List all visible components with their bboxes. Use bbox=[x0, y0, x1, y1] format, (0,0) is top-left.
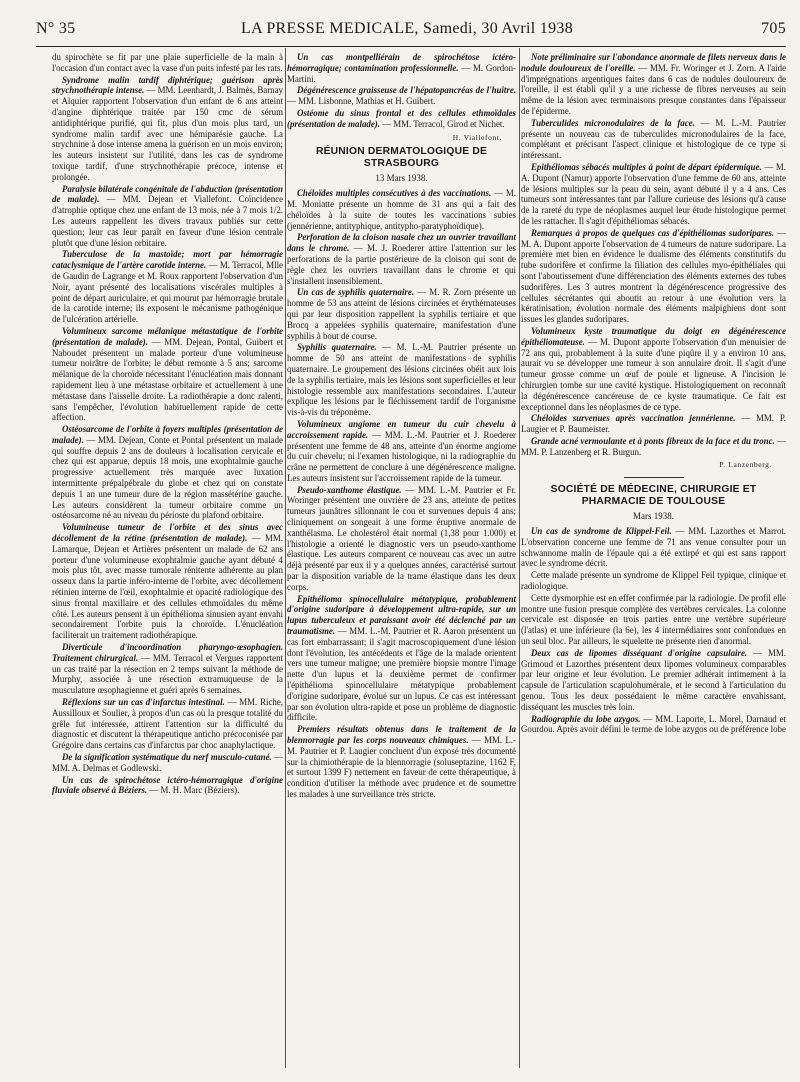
paragraph: Cette malade présente un syndrome de Klippel Feil typique, clinique et radiologique. bbox=[521, 570, 786, 592]
entry-text: — MM. Riche, Aussilloux et Soulier, à propos d'un cas où la presque totalité du grêle fut intéressée, attirent l'attention sur la difficulté du diagnostic et discutent la thérapeutique anticho précoconisée par Grégoire dans certains cas d'infarctus par choc anaphylactique. bbox=[52, 697, 283, 751]
issue-number: N° 35 bbox=[36, 20, 76, 37]
entry-title: Syphilis quaternaire. bbox=[297, 342, 377, 353]
entry-text: — M. Gordon-Martini. bbox=[287, 62, 516, 84]
entry bbox=[287, 594, 516, 724]
entry-title: Chéloïdes survenues après vaccination jennérienne. bbox=[531, 413, 736, 424]
entry bbox=[521, 52, 786, 117]
entry bbox=[52, 184, 283, 249]
entry-text: — M. H. Marc (Béziers). bbox=[147, 785, 240, 796]
entry-title: Volumineux kyste traumatique du doigt en dégénérescence épithéliomateuse. bbox=[521, 325, 786, 347]
entry-text: — MM. Terracol, Girod et Nichet. bbox=[379, 118, 505, 129]
entry bbox=[287, 108, 516, 130]
entry bbox=[287, 232, 516, 286]
entry-title: Premiers résultats obtenus dans le traitement de la blennorragie par les corps nouveaux chimiques. bbox=[287, 724, 516, 746]
entry-text: — M. M. Moniatte présente un homme de 31 ans qui a fait des chéloïdes à la suite de toutes les vaccinations subies (jennérienne, antityphique, antitypho-paratyphoïdique). bbox=[287, 188, 516, 231]
entry bbox=[287, 419, 516, 484]
signature: P. Lanzenberg. bbox=[719, 460, 772, 470]
entry-title: Paralysie bilatérale congénitale de l'abduction (présentation de malade). bbox=[52, 183, 283, 205]
entry-title: Tuberculose de la mastoïde; mort par hémorragie cataclysmique de l'artère carotide interne. bbox=[52, 249, 283, 271]
entry-title: Epithéliomas sébacés multiples à point de départ épidermique. bbox=[531, 161, 762, 172]
entry-text: — MM. Leenhardt, J. Balmès, Barnay et Alquier rapportent l'observation d'un enfant de 6 ans atteint d'angine diphtérique traitée par 150 cmc de sérum antidiphtérique purifié, qui fit, plus d'un mois plus tard, un syndrome malin tardif avec une hémiparésie gauche. La strychnine à dose intense amena la guérison en un mois environ; les auteurs insistent sur l'utilité, dans les cas de syndrome toxique tardif, d'une strychnothérapie précoce, intense et prolongée. bbox=[52, 85, 283, 182]
entry-text: — M. Terracol, Mlle de Gaudin de Lagrange et M. Roux rapportent l'observation d'un Noir, ayant présenté des localisations viscérales multiples à point de départ auriculaire, et qui mourut par hémorragie brutale de la carotide interne; ils exposent le mécanisme pathogénique de l'ulcération artérielle. bbox=[52, 260, 283, 325]
entry bbox=[52, 697, 283, 751]
entry-title: Note préliminaire sur l'abondance anormale de filets nerveux dans le nodule douloureux de l'oreille. bbox=[521, 52, 786, 73]
entry-text: — MM. Lisbonne, Mathias et H. Guibert. bbox=[287, 96, 436, 107]
society-heading: SOCIÉTÉ DE MÉDECINE, CHIRURGIE ET PHARMACIE DE TOULOUSE bbox=[550, 484, 757, 508]
society-heading: RÉUNION DERMATOLOGIQUE DE STRASBOURG bbox=[315, 146, 488, 170]
entry bbox=[521, 526, 786, 569]
entry-text: — M. A. Dupont apporte l'observation de 4 tumeurs de nature sudoripare. La première met bien en évidence le dualisme des éléments constitutifs du tube sudorifère et confirme la filiation des cellules myo-épithéliales qui sont l'aboutissement d'une différenciation des éléments externes des tubes sudorifères. Les 3 autres montrent la dégénérescence progressive des cellules sécrétantes qui aboutit au retour à une évolution vers la kératinisation, évolution normale des éléments malpighiens dont sont issues les glandes sudoripares. bbox=[521, 227, 786, 325]
entry-text: — MM. Dejean, Pontal, Guibert et Naboudet présentent un malade porteur d'une volumineuse tumeur noirâtre de l'orbite; le début remonte à 5 ans; sarcome mélanique de la choroïde nécessitant l'énucléation mais donnant rapidement lieu à une métastase orbitaire et actuellement à une métastase dans l'aisselle droite. La radiothérapie a donc ralenti, sans l'empêcher, l'évolution habituellement rapide de cette affection. bbox=[52, 336, 283, 423]
entry-title: Tuberculides micronodulaires de la face. bbox=[531, 117, 695, 128]
signature: H. Viallefont. bbox=[452, 132, 502, 142]
entry bbox=[521, 118, 786, 161]
entry-title: Un cas de spirochétose ictéro-hémorragique d'origine fluviale observé à Béziers. bbox=[52, 774, 283, 796]
entry bbox=[521, 162, 786, 227]
entry-text: — MM. Lamarque, Dejean et Artières présentent un malade de 62 ans porteur d'une volumineuse exophtalmie gauche ayant débuté 4 mois plus tôt, avec masse tumorale rénitente adhérente au plan osseux dans la partie inféro-interne de l'orbite, avec décollement rétinien interne de l'œil, exophtalmie et opacité radiologique des sinus frontal maxillaire et des cellules ethmoïdales du même côté. Les auteurs pensent à un épithélioma sinusien ayant envahi secondairement l'orbite puis la choroïde. L'énucléation faciliterait un traitement radiothérapique. bbox=[52, 533, 283, 641]
entry-title: Volumineux angiome en tumeur du cuir chevelu à accroissement rapide. bbox=[287, 418, 516, 440]
entry-title: Epithélioma spinocellulaire métatypique, probablement d'origine sudoripare à développement ultra-rapide, sur un lupus tuberculeux et paraissant avoir été déclenché par un traumatisme. bbox=[287, 593, 516, 637]
entry bbox=[52, 752, 283, 774]
meeting-date: 13 Mars 1938. bbox=[375, 173, 428, 184]
paragraph: du spirochète se fit par une plaie superficielle de la main à l'occasion d'un contact avec la vase d'un puits infesté par les rats. bbox=[52, 52, 283, 73]
entry-text: — MM. Fr. Woringer et J. Zorn. A l'aide d'imprégnations argentiques faites dans 6 cas de nodules douloureux de l'oreille, il est établi qu'il y a une richesse de fibres nerveuses au sein même de la lésion avec terminaisons presque constantes dans l'épaisseur de l'épiderme. bbox=[521, 62, 786, 116]
header-rule bbox=[36, 46, 786, 47]
entry-title: Volumineux sarcome mélanique métastatique de l'orbite (présentation de malade). bbox=[52, 325, 283, 347]
entry-text: — MM. P. Lanzenberg et R. Burgun. bbox=[521, 435, 786, 457]
entry bbox=[287, 724, 516, 800]
entry-text: — MM. L.-M. Pautrier et J. Roederer présentent une femme de 48 ans, atteinte d'un énorme angiome du cuir chevelu; ni l'examen histologique, ni la radiographie du crâne ne permettent de conclure à une dégénérescence maligne. Les auteurs insistent sur l'accroissement rapide de la tumeur. bbox=[287, 429, 516, 483]
entry bbox=[287, 85, 516, 107]
entry bbox=[52, 249, 283, 325]
entry bbox=[287, 485, 516, 593]
entry-title: Radiographie du lobe azygos. bbox=[531, 713, 641, 724]
entry bbox=[52, 775, 283, 797]
entry bbox=[521, 648, 786, 713]
entry bbox=[287, 287, 516, 341]
entry bbox=[287, 52, 516, 84]
meeting-date: Mars 1938. bbox=[633, 511, 674, 522]
journal-title: LA PRESSE MEDICALE, Samedi, 30 Avril 1938 bbox=[241, 20, 574, 37]
entry bbox=[52, 522, 283, 641]
entry-title: Ostéosarcome de l'orbite à foyers multiples (présentation de malade). bbox=[52, 424, 283, 445]
paragraph: Cette dysmorphie est en effet confirmée par la radiologie. De profil elle montre une fusion presque complète des vertèbres cervicales. La colonne cervicale est disposée en trois parties entre une vertèbre supérieure (l'atlas) et une inférieure (la 6e), les 4 intermédiaires sont confondues en un seul bloc. Par ailleurs, le squelette ne présente rien d'anormal. bbox=[521, 592, 786, 647]
entry-title: Diverticule d'incoordination pharyngo-œsophagien. Traitement chirurgical. bbox=[52, 642, 283, 663]
entry-title: Pseudo-xanthome élastique. bbox=[297, 484, 402, 495]
entry bbox=[287, 342, 516, 418]
column-3 bbox=[521, 52, 786, 1074]
column-2 bbox=[287, 52, 516, 1074]
entry-text: — M. L.-M. Pautrier présente un homme de 50 ans atteint de manifestations de syphilis quaternaire. Le groupement des lésions circinées obéit aux lois de la syphilis tertiaire, mais les lésions sont superficielles et leur histologie ressemble aux manifestations secondaires. L'auteur explique les lésions par le fléchissement tardif de l'organisme vis-à-vis du tréponème. bbox=[287, 342, 516, 418]
entry bbox=[52, 326, 283, 423]
entry bbox=[52, 75, 283, 183]
entry-title: Un cas de syphilis quaternaire. bbox=[297, 287, 415, 298]
entry-title: Remarques à propos de quelques cas d'épithéliomas sudoripares. bbox=[531, 227, 775, 238]
page-number: 705 bbox=[761, 20, 786, 37]
entry-text: — MM. Laporte, L. Morel, Darnaud et Gourdou. Après avoir défini le terme de lobe azygos ou de préférence lobe bbox=[521, 713, 786, 735]
entry-text: — MM. Terracol et Vergues rapportent un cas traité par la résection en 2 temps suivant la méthode de Murphy, associée à une résection extramuqueuse de la musculature œsophagienne et guéri après 6 semaines. bbox=[52, 652, 283, 696]
entry-title: Dégénérescence graisseuse de l'hépatopancréas de l'huître. bbox=[297, 85, 516, 96]
entry-title: Syndrome malin tardif diphtérique; guérison après strychnothérapie intense. bbox=[52, 74, 283, 96]
entry-text: — MM. Grimoud et Lazorthes présentent deux lipomes volumineux comparables par leur origine et leur évolution. Le premier adhérait intimement à la capsule de l'articulation scapulohumérale, et le second à l'articulation du genou. Tous les deux possédaient le même caractère envahissant, disséquant les muscles très loin. bbox=[521, 647, 786, 712]
column-divider bbox=[519, 48, 520, 1068]
entry-title: Deux cas de lipomes disséquant d'origine capsulaire. bbox=[531, 647, 748, 658]
entry-title: Un cas de syndrome de Klippel-Feil. bbox=[531, 526, 672, 537]
entry-text: — MM. Dejean et Viallefont. Coïncidence d'atrophie optique chez une enfant de 13 mois, née à 7 mois 1/2. Les auteurs rappellent les divers travaux publiés sur cette question; leur cas leur paraît en faveur d'une lésion centrale plutôt que d'une lésion orbitaire. bbox=[52, 194, 283, 248]
entry-text: — MM. Dejean, Conte et Pontal présentent un malade qui souffre depuis 2 ans de douleurs à localisation cervicale et chez qui est apparue, depuis 18 mois, une exophtalmie gauche progressive actuellement très marquée avec luxation intermittente prépalpébrale du globe et chez qui on constate depuis 1 an une tumeur dure de la région massétérine gauche. Les auteurs considèrent la tumeur orbitaire comme un ostéosarcome né au niveau du périoste du plafond orbitaire. bbox=[52, 434, 283, 521]
entry-text: — MM. L.-M. Pautrier et Fr. Woringer présentent une ouvrière de 23 ans, atteinte de petites tumeurs jaunâtres sillonnant le cou et survenues depuis 4 ans; cliniquement on songeait à une forme éruptive anormale de xanthélasma. Le cholestérol était normal (1,38 pour 1.000) et l'histologie a orienté le diagnostic vers un pseudo-xanthome élastique. Les auteurs comparent ce nouveau cas avec un autre déjà présenté par eux il y a quelques années, caractérisé surtout par la disposition variable de la trame élastique dans les deux corps. bbox=[287, 484, 516, 592]
entry-text: — M. L.-M. Pautrier présente un nouveau cas de tuberculides micronodulaires de la face, complétant et précisant l'aspect clinique et histologique de ce type si intéressant. bbox=[521, 117, 786, 161]
column-1 bbox=[52, 52, 283, 1074]
entry-text: — M. J. Roederer attire l'attention sur les perforations de la partie postérieure de la cloison qui sont de règle chez les ouvriers travaillant dans le chrome et qui s'installent insensiblement. bbox=[287, 243, 516, 286]
entry bbox=[521, 326, 786, 412]
entry bbox=[521, 413, 786, 435]
entry bbox=[521, 714, 786, 736]
entry-text: — M. A. Dupont (Namur) apporte l'observation d'une femme de 60 ans, atteinte de lésions multiples sur la peau du sein, ayant débuté il y a 4 ans. Ces tumeurs sont intéressantes tant par l'allure curieuse des lésions qu'à cause de la rareté du type de néoplasmes auquel leur étude histologique permet de les rattacher. Il s'agit d'épithéliomas sébacés. bbox=[521, 161, 786, 226]
entry-text: — MM. L.-M. Pautrier et R. Aaron présentent un cas fort embarrassant; il s'agit macroscopiquement d'une lésion dont l'évolution, les antécédents et l'âge de la malade orientent vers une tumeur maligne; une première biopsie montre l'image nette d'un lupus et la deuxième permet de confirmer l'épithélioma spinocellulaire métatypique probablement d'origine sudoripare, évolué sur un lupus. Ce cas est intéressant par son évolution ultra-rapide et pose un problème de diagnostic difficile. bbox=[287, 626, 516, 723]
entry bbox=[52, 642, 283, 696]
section-separator bbox=[624, 477, 684, 478]
entry bbox=[521, 228, 786, 325]
entry-text: — MM. Lazorthes et Marrot. L'observation concerne une femme de 71 ans venue consulter pour un schwannome malin de l'épaule qui a été extirpé et qui est sans rapport avec le syndrome décrit. bbox=[521, 526, 786, 569]
running-header bbox=[36, 20, 786, 42]
entry-title: Un cas montpelliérain de spirochétose ictéro-hémorragique; contamination professionnelle. bbox=[287, 52, 516, 73]
entry-title: Réflexions sur un cas d'infarctus intestinal. bbox=[62, 697, 225, 708]
entry-title: Grande acné vermoulante et à ponts fibreux de la face et du tronc. bbox=[531, 435, 775, 446]
entry-title: De la signification systématique du nerf musculo-cutané. bbox=[62, 752, 272, 762]
entry-title: Chéloïdes multiples consécutives à des vaccinations. bbox=[297, 188, 492, 199]
entry bbox=[521, 436, 786, 458]
entry bbox=[287, 188, 516, 231]
entry bbox=[52, 424, 283, 521]
entry-text: — MM. P. Laugier et P. Baumeister. bbox=[521, 413, 786, 435]
entry-title: Perforation de la cloison nasale chez un ouvrier travaillant dans le chrome. bbox=[287, 232, 516, 254]
entry-title: Volumineuse tumeur de l'orbite et des sinus avec décollement de la rétine (présentation de malade). bbox=[52, 522, 283, 544]
entry-text: — M. Dupont apporte l'observation d'un menuisier de 72 ans qui, probablement à la suite d'une piqûre il y a environ 10 ans, aurait vu se développer une tumeur à son annulaire droit. Il s'agit d'une tumeur grosse comme un œuf de poule et ligneuse. A l'incision le chirurgien tombe sur une cavité kystique. Histologiquement on reconnaît la dégénérescence cancéreuse de ce kyste traumatique. Ce fait est exceptionnel dans les néoplasmes de ce type. bbox=[521, 336, 786, 412]
entry-text: — M. R. Zorn présente un homme de 53 ans atteint de lésions circinées et érythémateuses qui par leur disposition rappellent la syphilis tertiaire et que Brocq a appelées syphilis quaternaire, manifestation d'une syphilis à bout de course. bbox=[287, 287, 516, 341]
entry-text: — MM. A. Delmas et Godlewski. bbox=[52, 752, 283, 773]
entry-text: — MM. L.-M. Pautrier et P. Laugier concluent d'un exposé très documenté sur la chimiothérapie de la blennorragie (soluseptazine, 1162 F, et surtout 1399 F) nettement en faveur de cette thérapeutique, à condition d'utiliser la méthode avec prudence et de soumettre les malades à une surveillance très stricte. bbox=[287, 735, 516, 799]
column-divider bbox=[285, 48, 286, 1068]
entry-title: Ostéome du sinus frontal et des cellules ethmoïdales (présentation de malade). bbox=[287, 107, 516, 129]
